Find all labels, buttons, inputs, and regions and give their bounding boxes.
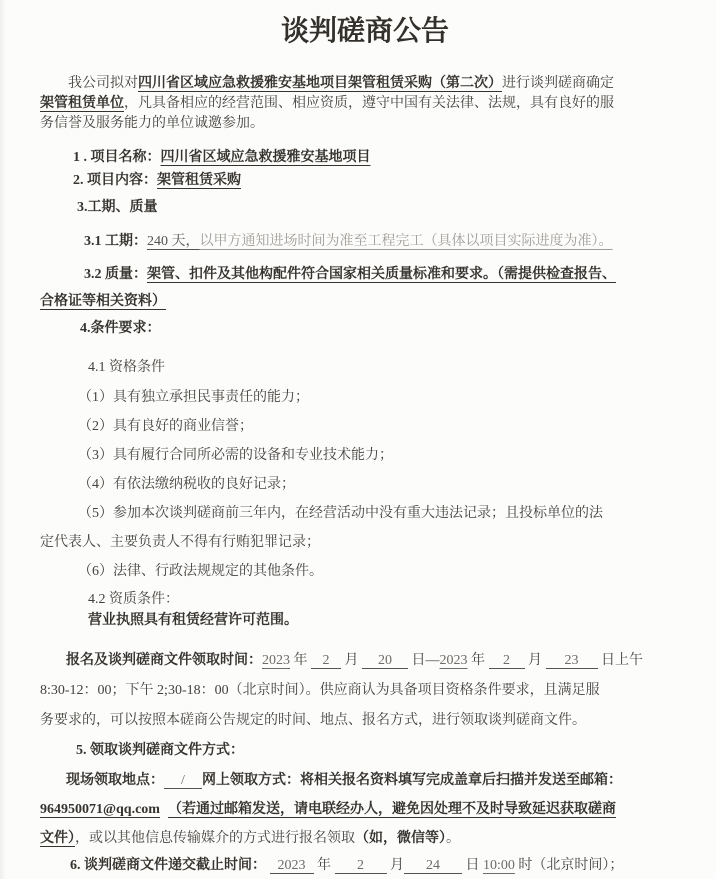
deadline-sep-year: 年: [313, 858, 335, 873]
section-5-heading-text: 5. 领取谈判磋商文件方式：: [76, 743, 244, 758]
condition-item-5: [40, 499, 690, 557]
signup-sep-month-1: 月: [341, 653, 362, 668]
section-3-heading-text: 3.工期、质量: [77, 200, 158, 215]
signup-time-paragraph: [40, 646, 690, 736]
condition-text-4: （4）有依法缴纳税收的良好记录；: [78, 477, 295, 492]
signup-day-2-blank: 23: [546, 653, 598, 669]
condition-text-5a: （5）参加本次谈判磋商前三年内，在经营活动中没有重大违法记录；且投标单位的法: [78, 506, 603, 521]
signup-sep-month-2: 月: [524, 653, 546, 668]
deadline-sep-month: 月: [386, 858, 404, 873]
intro-line-1: [40, 74, 690, 94]
section-4-heading: [40, 318, 690, 340]
condition-item-4: [40, 470, 690, 499]
other-media-text: ，或以其他信息传输媒介的方式进行报名领取: [75, 831, 355, 846]
signup-requirement-text: 务要求的，可以按照本磋商公告规定的时间、地点、报名方式，进行领取谈判磋商文件。: [40, 713, 586, 728]
project-purchase-name: 四川省区域应急救援雅安基地项目架管租赁采购（第二次）: [138, 76, 502, 91]
signup-hours-text: 8:30-12：00；下午 2;30-18：00（北京时间）。供应商认为具备项目资格条件要求，且满足服: [40, 683, 600, 698]
deadline-sep-day: 日: [462, 858, 483, 873]
condition-item-1: [40, 383, 690, 412]
project-name-value: 四川省区域应急救援雅安基地项目: [160, 150, 371, 165]
intro-text-3: 务信誉及服务能力的单位诚邀参加。: [40, 116, 264, 131]
signup-sep-year-1: 年: [290, 653, 311, 668]
email-address: 964950071@qq.com: [40, 802, 160, 817]
intro-paragraph: [40, 74, 690, 134]
condition-text-3: （3）具有履行合同所必需的设备和专业技术能力；: [78, 448, 393, 463]
qualification-subheading: [40, 357, 690, 379]
condition-text-2: （2）具有良好的商业信誉；: [78, 419, 253, 434]
section-3-heading: [40, 197, 690, 219]
credential-subheading-text: 4.2 资质条件：: [88, 592, 179, 607]
intro-mid: 进行谈判磋商确定: [502, 76, 614, 91]
quality-line-1: [40, 261, 690, 288]
condition-text-6: （6）法律、行政法规规定的其他条件。: [78, 564, 323, 579]
online-pickup-desc: 将相关报名资料填写完成盖章后扫描并发送至邮箱：: [300, 773, 622, 788]
online-pickup-label: 网上领取方式：: [202, 773, 300, 788]
quality-line-2: [40, 288, 690, 315]
section-4-heading-text: 4.条件要求：: [80, 321, 161, 336]
deadline-month-blank: 2: [335, 858, 387, 874]
condition-text-1: （1）具有独立承担民事责任的能力；: [78, 390, 309, 405]
signup-label: 报名及谈判磋商文件领取时间：: [66, 653, 262, 668]
license-requirement: [40, 610, 690, 631]
project-items: [40, 146, 690, 192]
site-pickup-label: 现场领取地点：: [66, 773, 164, 788]
project-content-row: [73, 169, 690, 192]
signup-year-2: 2023: [439, 653, 468, 668]
credential-subheading: [40, 589, 690, 610]
pickup-line-1: [40, 766, 690, 795]
term-description: 以甲方通知进场时间为准至工程完工（具体以项目实际进度为准）。: [199, 234, 613, 249]
condition-list: [40, 383, 690, 586]
condition-5-line-1: [78, 499, 690, 528]
email-note-1: （若通过邮箱发送，请电联经办人，避免因处理不及时导致延迟获取磋商: [167, 802, 616, 817]
wechat-note: （如，微信等）: [355, 831, 446, 846]
section-5-heading: [40, 736, 690, 766]
page-title: 谈判磋商公告: [280, 16, 449, 47]
condition-item-6: [40, 557, 690, 586]
condition-item-2: [40, 412, 690, 441]
deadline-time-value: 10:00: [483, 858, 515, 873]
condition-item-3: [40, 441, 690, 470]
signup-year-1: 2023: [262, 653, 290, 668]
term-duration: 240 天，: [147, 234, 200, 249]
signup-line-1: [40, 646, 690, 676]
signup-line-2: [40, 676, 690, 706]
pickup-line-3: [40, 824, 690, 853]
term-row: [40, 230, 690, 253]
pickup-line-2: [40, 795, 690, 824]
signup-sep-year-2: 年: [467, 653, 489, 668]
signup-day-1-blank: 20: [362, 653, 408, 669]
deadline-year-blank: 2023: [270, 858, 314, 874]
qualification-subheading-text: 4.1 资格条件: [88, 360, 165, 375]
intro-text-2: ，凡具备相应的经营范围、相应资质，遵守中国有关法律、法规，具有良好的服: [124, 96, 614, 111]
rental-unit-term: 架管租赁单位: [40, 96, 124, 111]
pickup-method-paragraph: [40, 766, 690, 853]
period-text: 。: [446, 831, 460, 846]
condition-5-line-2: [40, 528, 690, 557]
signup-dash: 日—: [408, 653, 440, 668]
intro-line-2: [40, 94, 690, 114]
signup-month-2-blank: 2: [489, 653, 525, 669]
project-content-label: 2. 项目内容：: [73, 173, 157, 188]
condition-text-5b: 定代表人、主要负责人不得有行贿犯罪记录；: [40, 535, 320, 550]
license-requirement-text: 营业执照具有租赁经营许可范围。: [88, 613, 298, 628]
deadline-label: 6. 谈判磋商文件递交截止时间：: [70, 858, 266, 873]
deadline-tail: 时（北京时间）；: [514, 858, 624, 873]
quality-value-2: 合格证等相关资料）: [40, 294, 166, 309]
project-name-row: [73, 146, 690, 169]
site-pickup-blank: /: [164, 773, 202, 789]
email-note-2: 文件）: [40, 831, 75, 846]
signup-month-1-blank: 2: [311, 653, 341, 669]
signup-line-3: [40, 706, 690, 736]
project-name-label: 1 . 项目名称：: [73, 150, 161, 165]
intro-line-3: [40, 114, 690, 134]
term-label: 3.1 工期：: [84, 234, 147, 249]
quality-label: 3.2 质量：: [84, 267, 147, 282]
quality-value-1: 架管、扣件及其他构配件符合国家相关质量标准和要求。（需提供检查报告、: [147, 267, 616, 282]
quality-row: [40, 261, 690, 315]
intro-lead: 我公司拟对: [68, 76, 138, 91]
signup-sep-day-2: 日上午: [597, 653, 643, 668]
project-content-value: 架管租赁采购: [157, 173, 241, 188]
deadline-day-blank: 24: [404, 858, 462, 874]
deadline-row: [40, 853, 690, 878]
